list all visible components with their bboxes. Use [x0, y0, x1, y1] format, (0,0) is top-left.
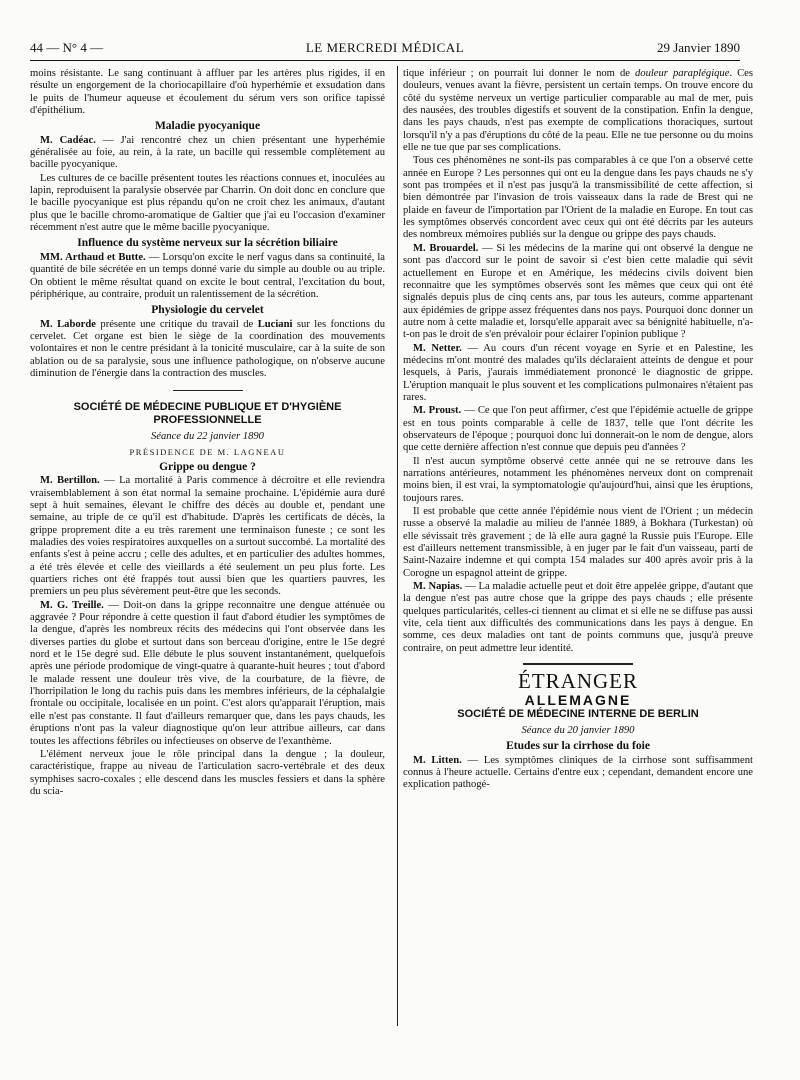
paragraph: Tous ces phénomènes ne sont-ils pas comparables à ce que l'on a observé cette année en Europe ? Les personnes qui ont eu la dengue dans les pays chauds ne s'y sont pas trompées et il n'est pas jusqu'à la transmissibilité de cette affection, si bien démontrée par l'invasion de trois vaisseaux dans la rade de Brest qui ne plaide en faveur de l'importation par l'Orient de la maladie en Europe. En tout cas les symptômes observés concordent avec ceux qui ont été décrits par les auteurs des nombreux mémoires publiés sur la dengue ou grippe des pays chauds. [403, 155, 753, 241]
section-heading: Influence du système nerveux sur la sécrétion biliaire [77, 237, 338, 250]
page-number: 44 — N° 4 — [30, 40, 104, 55]
speaker-name: M. Netter. [413, 342, 462, 354]
paragraph-text: tique inférieur ; on pourrait lui donner le nom de [403, 68, 635, 79]
section-heading: Maladie pyocyanique [154, 120, 261, 133]
paragraph [403, 343, 753, 405]
paragraph [403, 405, 753, 454]
speaker-name: M. Laborde [40, 318, 96, 330]
paragraph [403, 68, 753, 154]
session-date: Séance du 20 janvier 1890 [521, 724, 635, 736]
speaker-name: M. Brouardel. [413, 242, 479, 254]
society-heading: SOCIÉTÉ DE MÉDECINE INTERNE DE BERLIN [457, 707, 699, 720]
paragraph-text: . Ces douleurs, venues avant la fièvre, persistent un certain temps. On trouve encore du côté du système nerveux un vertige particulier comparable au mal de mer, puis des nausées, des troubles digestifs et souvent de la constipation. Enfin la dengue, dans les pays chauds, n'est pas exempte de complications thoraciques, surtout lorsqu'il n'y a pas d'éruptions du côté de la peau. Elle ne tue personne ou du moins elle ne tue que par ses complications. [403, 68, 753, 154]
paragraph-text: — Lorsqu'on excite le nerf vagus dans sa continuité, la quantité de bile sécrétée en un temps donné varie du simple au double ou au triple. On obtient le même résultat quand on excite le bout central, l'excitation du bout, périphérique, au contraire, produit un ralentissement de la sécrétion. [30, 251, 385, 300]
speaker-name: M. Proust. [413, 405, 462, 417]
paragraph: Il est probable que cette année l'épidémie nous vient de l'Orient ; un médecin russe a observé la maladie au milieu de l'année 1889, à Bokhara (Turkestan) où elle sévissait très gravement ; de là elle aura gagné la Russie puis l'Europe. Elle est d'ailleurs nettement transmissible, à en juger par le fait d'un vaisseau, parti de Saint-Nazaire indemne et qui compta 154 malades sur 400 après avoir pris à la Corogne un espagnol atteint de grippe. [403, 506, 753, 579]
speaker-name: M. Cadéac. [40, 134, 96, 146]
cited-name: Luciani [257, 318, 293, 330]
paragraph-text: — Les symptômes cliniques de la cirrhose sont suffisamment connus à l'heure actuelle. Certains d'entre eux ; cependant, demandent encore une explication pathogé- [403, 754, 753, 791]
paragraph: L'élément nerveux joue le rôle principal dans la dengue ; la douleur, caractéristique, frappe au niveau de l'articulation sacro-vertébrale et des deux symphises sacro-coxales ; elle descend dans les muscles fessiers et dans la sphère du scia- [30, 748, 385, 797]
paragraph [30, 252, 385, 301]
section-heading: Grippe ou dengue ? [159, 460, 256, 473]
presidency: PRÉSIDENCE DE M. LAGNEAU [129, 446, 286, 457]
society-heading: SOCIÉTÉ DE MÉDECINE PUBLIQUE ET D'HYGIÈNE PROFESSIONNELLE [73, 401, 342, 427]
paragraph-text: — J'ai rencontré chez un chien présentant une hyperhémie généralisée au foie, au rein, à la rate, un bacille qui ressemble complètement au bacille pyocyanique. [30, 134, 386, 171]
italic-term: douleur paraplégique [634, 68, 730, 79]
right-column [403, 68, 753, 793]
paragraph-text: sur les fonctions du cervelet. Cet organe est bien le siège de la coordination des mouvements volontaires et non le centre présidant à la tonicité musculaire, car à la suite de son ablation ou de sa paralysie, sous une influence pathologique, on n'observe aucune diminution de l'énergie dans la contraction des muscles. [30, 318, 385, 379]
speaker-name: MM. Arthaud et Butte. [40, 251, 146, 263]
country-heading: ALLEMAGNE [524, 691, 632, 708]
paragraph [30, 600, 385, 748]
paragraph: moins résistante. Le sang continuant à affluer par les artères plus rigides, il en résulte un engorgement de la choriocapillaire d'où hyperhémie et exsudation dans le puits de l'humeur aqueuse et écoulement du sérum vers son orifice tapissé d'épithélium. [30, 68, 385, 117]
left-column [30, 68, 385, 799]
session-date: Séance du 22 janvier 1890 [151, 431, 264, 443]
paragraph-text: — La maladie actuelle peut et doit être appelée grippe, d'autant que la dengue n'est pas autre chose que la grippe des pays chauds ; elle présente quelques particularités, celles-ci tiennent au climat et si elle ne se diffuse pas aussi vite, cela tient aux difficultés des communications dans les pays à dengue. En somme, ces deux maladies ont tant de points communs que, jusqu'à preuve contraire, on peut admettre leur identité. [403, 581, 753, 654]
paragraph-text: présente une critique du travail de [95, 318, 258, 330]
paragraph [403, 243, 753, 342]
paragraph-text: — Doit-on dans la grippe reconnaitre une dengue atténuée ou aggravée ? Pour répondre à cette question il faut d'abord étudier les symptômes de la dengue, d'après les nombreux récits des médecins qui l'ont observée dans les diverses parties du globe et surtout dans son berceau d'origine, entre le 15e degré nord et le 15e degré sud. Elle débute le plus souvent instantanément, quelquefois après une période prodomique de vingt-quatre à quarante-huit heures ; tout d'abord le malade ressent une douleur très vive, de la courbature, de la fièvre, de l'horripilation le long du rachis puis dans les membres inférieurs, de la céphalalgie frontale ou occipitale, localisée en un point. C'est alors qu'apparait l'éruption, mais elle n'est pas constante. Il faut d'ailleurs remarquer que, dans les pays chauds, les éruptions n'ont pas la valeur diagnostique qu'on leur attribue ailleurs, car dans toutes les affections fébriles ou infectieuses on observe de l'exanthème. [30, 599, 385, 747]
section-heading: Etudes sur la cirrhose du foie [506, 740, 650, 753]
etranger-heading: ÉTRANGER [518, 669, 638, 694]
paragraph-text: — Au cours d'un récent voyage en Syrie et en Palestine, les médecins m'ont montré des malades qu'ils déclaraient atteints de dengue et pour lesquels, à Paris, j'aurais immédiatement prononcé le diagnostic de grippe. L'éruption manquait le plus souvent et les complications pulmonaires n'étaient pas rares. [403, 342, 753, 403]
paragraph-text: — Ce que l'on peut affirmer, c'est que l'épidémie actuelle de grippe est en tous points comparable à celle de 1837, telle que l'ont décrite les observateurs de l'époque ; pourquoi donc lui donnerait-on le nom de dengue, alors que cette dernière affection n'est connue que depuis peu d'années ? [403, 405, 753, 454]
paragraph: Il n'est aucun symptôme observé cette année qui ne se retrouve dans les narrations antérieures, notamment les phénomènes nerveux dont on comprenait moins bien, il est vrai, la symptomatologie qu'aujourd'hui, ainsi que les éruptions, toujours rares. [403, 455, 753, 504]
paragraph [30, 475, 385, 598]
speaker-name: M. Litten. [413, 754, 462, 766]
section-heading: Physiologie du cervelet [151, 304, 264, 317]
section-rule [173, 390, 243, 391]
speaker-name: M. Napias. [413, 581, 463, 593]
paragraph [403, 581, 753, 655]
speaker-name: M. Bertillon. [40, 475, 100, 487]
speaker-name: M. G. Treille. [40, 599, 104, 611]
section-rule [523, 663, 633, 665]
issue-date: 29 Janvier 1890 [656, 40, 740, 55]
column-divider [397, 66, 398, 1026]
paragraph-text: — Si les médecins de la marine qui ont observé la dengue ne sont pas d'accord sur le point de savoir si c'est bien cette maladie qui sévit actuellement en Europe et en Amérique, les médecins civils doivent bien reconnaitre que les symptômes observés sont les mêmes que ceux qui ont été signalés depuis plus de cinq cents ans, par tous les auteurs, comme appartenant aux épidémies de grippe assez fréquentes dans nos pays. Pourquoi donc donner un autre nom à cette maladie et, lorsqu'elle apparait avec sa bénignité habituelle, n'a-t-on pas le droit de s'en prévaloir pour éclairer l'opinion publique ? [403, 242, 753, 341]
paragraph-text: — La mortalité à Paris commence à décroitre et elle reviendra vraisemblablement à son état normal la semaine prochaine. L'épidémie aura duré sept à huit semaines, élevant le chiffre des décès au double et, pendant une semaine, au triple de ce qu'il est d'habitude. D'après les certificats de décès, la grippe proprement dite a eu très rarement une terminaison funeste ; ce sont les maladies des voies respiratoires auxquelles on a surtout succombé. La mortalité des enfants s'est à peine accru ; celle des adultes, et en particulier des adultes hommes, a été très élevée et celle des vieillards a été seulement un peu plus forte. Les quartiers riches ont été frappés tout aussi bien que les quartiers pauvres, les premiers un peu plus sévèrement peut-être que les seconds. [30, 475, 385, 598]
paragraph [403, 755, 753, 792]
paragraph [30, 135, 385, 172]
journal-title: LE MERCREDI MÉDICAL [305, 40, 465, 55]
paragraph [30, 319, 385, 381]
paragraph: Les cultures de ce bacille présentent toutes les réactions connues et, inoculées au lapin, reproduisent la paralysie observée par Charrin. On doit donc en conclure que le bacille pyocyanique est plus répandu qu'on ne croit chez les animaux, d'autant plus que le bacille chromo-aromatique de Galtier que j'ai eu l'occasion d'examiner récemment n'est autre que le même bacille pyocyanique. [30, 172, 385, 234]
running-header [30, 38, 740, 61]
